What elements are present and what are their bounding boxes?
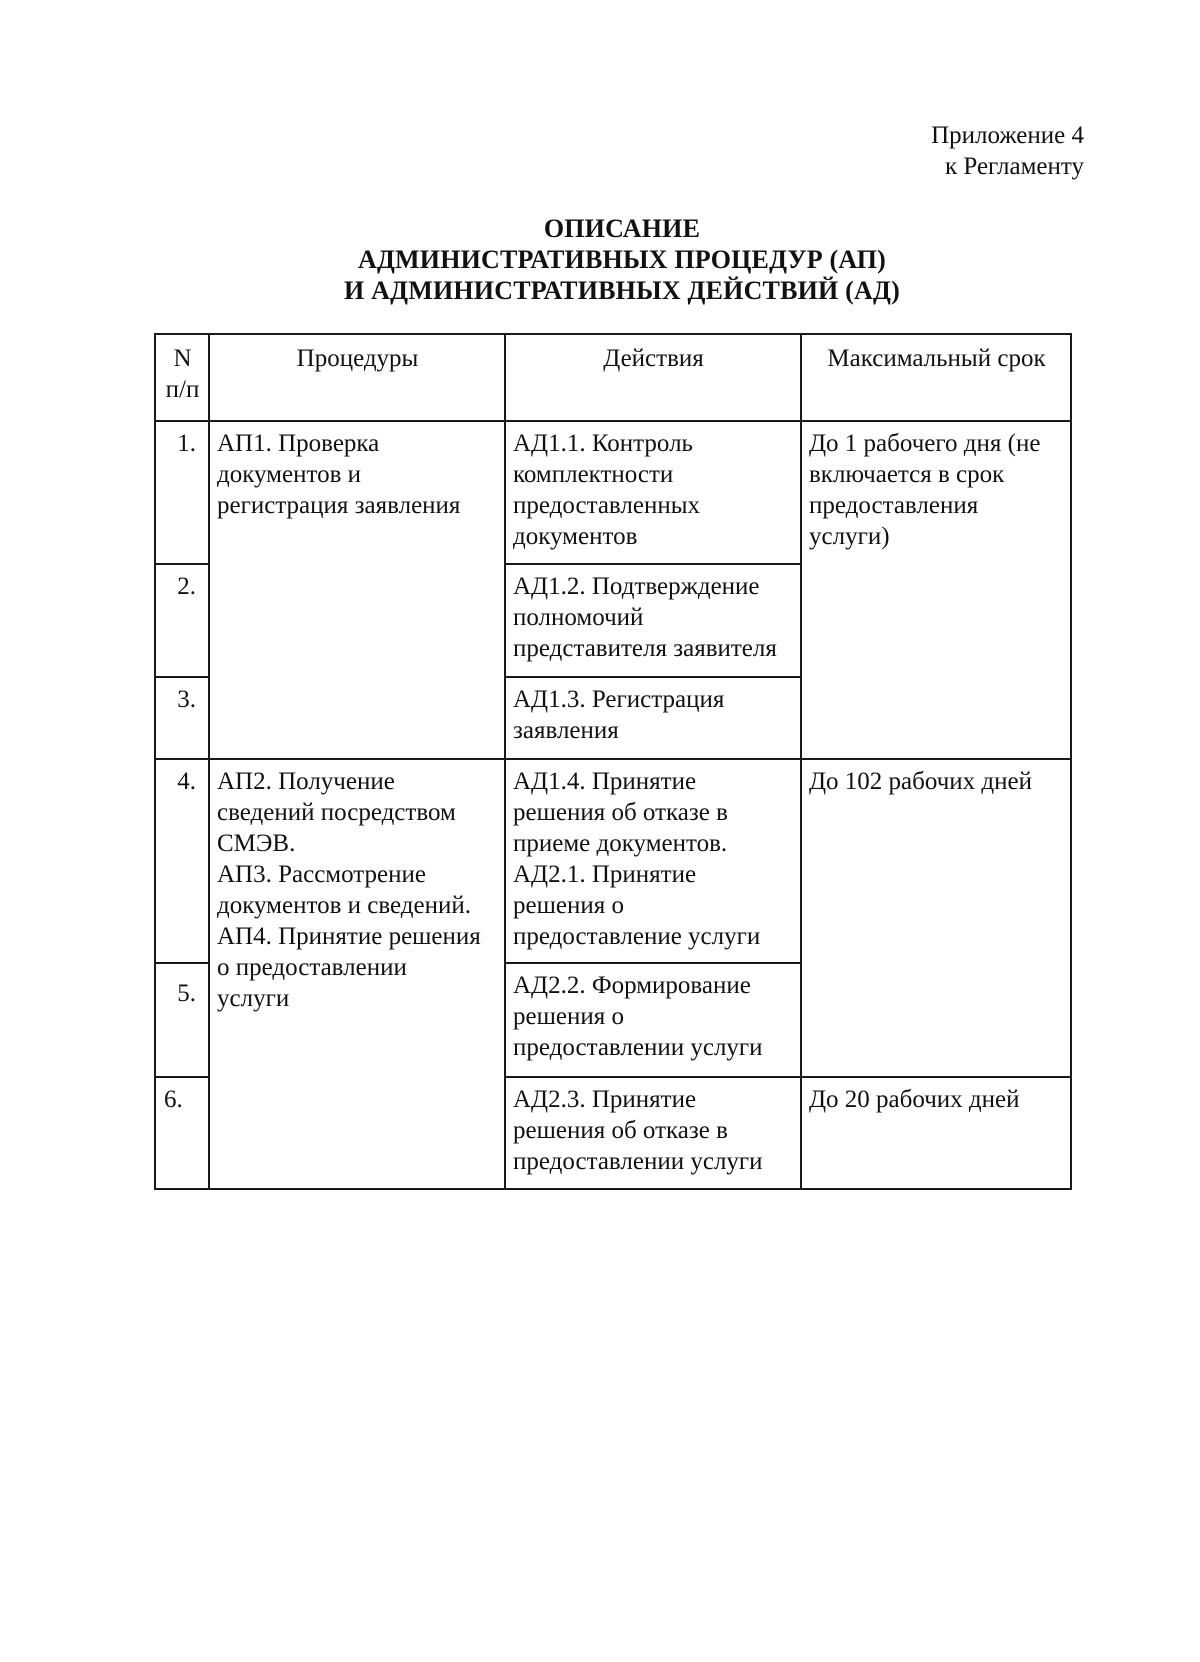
procedure-cell-ap2 [209, 759, 505, 1189]
action-cell [505, 677, 801, 759]
action-line: АД1.4. Принятие [513, 768, 697, 795]
procedure-line: АП1. Проверка [217, 430, 380, 457]
procedure-line: СМЭВ. [217, 830, 296, 857]
header-actions: Действия [505, 334, 801, 421]
appendix-line-1: Приложение 4 [931, 122, 1084, 149]
deadline-line: До 20 рабочих дней [809, 1086, 1020, 1113]
action-line: комплектности [513, 461, 674, 488]
action-line: АД1.1. Контроль [513, 430, 693, 457]
deadline-line: До 1 рабочего дня (не [809, 430, 1041, 457]
row-number: 2. [155, 564, 209, 677]
action-line: приеме документов. [513, 830, 728, 857]
procedure-line: сведений посредством [217, 799, 456, 826]
action-line: документов [513, 523, 638, 550]
procedure-line: АП3. Рассмотрение [217, 861, 426, 888]
appendix-label [931, 120, 1084, 182]
action-cell [505, 421, 801, 564]
deadline-cell-2 [801, 759, 1071, 1077]
action-line: предоставлении услуги [513, 1148, 763, 1175]
action-cell [505, 1077, 801, 1189]
header-procedures: Процедуры [209, 334, 505, 421]
action-line: решения о [513, 1003, 624, 1030]
action-line: АД2.1. Принятие [513, 861, 697, 888]
header-num [155, 334, 209, 421]
action-line: предоставление услуги [513, 923, 761, 950]
action-line: АД1.2. Подтверждение [513, 573, 760, 600]
table-row [155, 759, 1071, 963]
row-number: 4. [155, 759, 209, 963]
deadline-line: предоставления [809, 492, 979, 519]
action-cell [505, 759, 801, 963]
deadline-line: включается в срок [809, 461, 1005, 488]
title-line-3: И АДМИНИСТРАТИВНЫХ ДЕЙСТВИЙ (АД) [344, 276, 900, 305]
action-cell [505, 564, 801, 677]
procedure-cell-ap1 [209, 421, 505, 759]
row-number: 5. [155, 963, 209, 1077]
action-line: представителя заявителя [513, 635, 777, 662]
action-line: заявления [513, 717, 619, 744]
action-line: полномочий [513, 604, 644, 631]
procedure-line: документов и сведений. [217, 892, 471, 919]
procedures-table [154, 333, 1072, 1190]
procedure-line: АП4. Принятие решения [217, 923, 481, 950]
procedure-line: регистрация заявления [217, 492, 461, 519]
procedure-line: АП2. Получение [217, 768, 395, 795]
document-title [0, 213, 1200, 306]
header-deadline: Максимальный срок [801, 334, 1071, 421]
row-number: 3. [155, 677, 209, 759]
header-num-line-2: п/п [165, 376, 200, 403]
table-header-row [155, 334, 1071, 421]
action-line: предоставленных [513, 492, 701, 519]
row-number: 1. [155, 421, 209, 564]
appendix-line-2: к Регламенту [944, 153, 1084, 180]
action-line: АД2.3. Принятие [513, 1086, 697, 1113]
action-line: решения о [513, 892, 624, 919]
deadline-cell-1 [801, 421, 1071, 759]
procedure-line: документов и [217, 461, 362, 488]
deadline-line: услуги) [809, 523, 890, 550]
row-number: 6. [155, 1077, 209, 1189]
action-line: АД1.3. Регистрация [513, 686, 725, 713]
action-line: АД2.2. Формирование [513, 972, 751, 999]
title-line-1: ОПИСАНИЕ [543, 214, 701, 243]
table-row [155, 421, 1071, 564]
deadline-cell-3 [801, 1077, 1071, 1189]
procedure-line: услуги [217, 985, 290, 1012]
action-line: решения об отказе в [513, 1117, 728, 1144]
deadline-line: До 102 рабочих дней [809, 768, 1032, 795]
header-num-line-1: N [173, 345, 192, 372]
action-cell [505, 963, 801, 1077]
procedure-line: о предоставлении [217, 954, 407, 981]
title-line-2: АДМИНИСТРАТИВНЫХ ПРОЦЕДУР (АП) [357, 245, 887, 274]
action-line: решения об отказе в [513, 799, 728, 826]
action-line: предоставлении услуги [513, 1034, 763, 1061]
